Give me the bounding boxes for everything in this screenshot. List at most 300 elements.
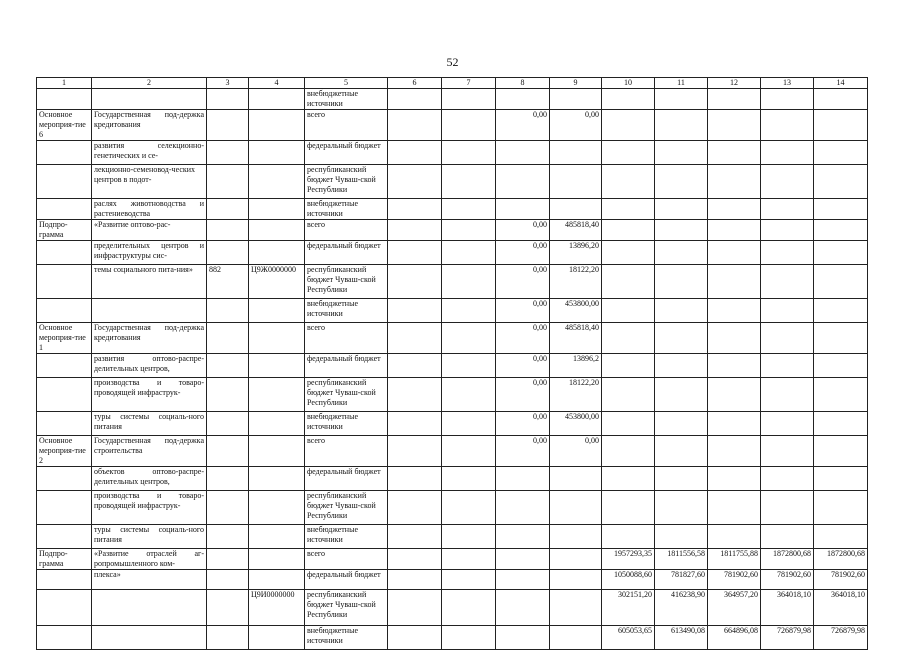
- table-cell: «Развитие отраслей аг-ропромышленного ком-: [92, 549, 207, 570]
- column-header: 6: [388, 78, 442, 89]
- table-cell: [814, 378, 868, 412]
- table-cell: [442, 199, 496, 220]
- table-cell: [761, 525, 814, 549]
- table-cell: 18122,20: [550, 378, 602, 412]
- column-header: 11: [655, 78, 708, 89]
- table-cell: [550, 165, 602, 199]
- table-cell: внебюджетные источники: [305, 525, 388, 549]
- table-cell: [708, 220, 761, 241]
- table-cell: [92, 626, 207, 650]
- table-cell: Основное мероприя-тие 2: [37, 436, 92, 467]
- table-cell: [550, 525, 602, 549]
- table-cell: [207, 299, 249, 323]
- table-cell: [655, 378, 708, 412]
- table-cell: 0,00: [496, 412, 550, 436]
- table-cell: [442, 626, 496, 650]
- table-cell: [388, 199, 442, 220]
- table-row: [37, 199, 868, 220]
- table-cell: 1811755,88: [708, 549, 761, 570]
- table-cell: федеральный бюджет: [305, 354, 388, 378]
- table-cell: [761, 89, 814, 110]
- column-header: 7: [442, 78, 496, 89]
- table-cell: всего: [305, 549, 388, 570]
- table-cell: «Развитие оптово-рас-: [92, 220, 207, 241]
- table-cell: [550, 141, 602, 165]
- table-cell: [249, 241, 305, 265]
- table-cell: 364957,20: [708, 590, 761, 626]
- table-cell: [602, 199, 655, 220]
- table-cell: [550, 549, 602, 570]
- table-cell: развития селекционно-генетических и се-: [92, 141, 207, 165]
- table-cell: федеральный бюджет: [305, 241, 388, 265]
- table-cell: 605053,65: [602, 626, 655, 650]
- table-cell: [442, 570, 496, 590]
- table-cell: [388, 141, 442, 165]
- table-cell: [442, 378, 496, 412]
- table-cell: [388, 110, 442, 141]
- table-cell: [249, 199, 305, 220]
- table-cell: [814, 436, 868, 467]
- table-cell: Государственная под-держка кредитования: [92, 110, 207, 141]
- table-cell: [37, 199, 92, 220]
- table-cell: темы социального пита-ния»: [92, 265, 207, 299]
- table-cell: [207, 165, 249, 199]
- table-cell: [249, 570, 305, 590]
- table-cell: [496, 549, 550, 570]
- table-cell: [442, 110, 496, 141]
- table-cell: [388, 626, 442, 650]
- table-cell: [708, 491, 761, 525]
- table-cell: [602, 354, 655, 378]
- table-cell: 726879,98: [761, 626, 814, 650]
- table-cell: [814, 467, 868, 491]
- table-cell: 781902,60: [708, 570, 761, 590]
- table-cell: [388, 549, 442, 570]
- table-cell: [207, 220, 249, 241]
- column-header: 14: [814, 78, 868, 89]
- table-cell: [496, 626, 550, 650]
- table-cell: [761, 354, 814, 378]
- table-cell: 781902,60: [814, 570, 868, 590]
- table-cell: [655, 241, 708, 265]
- table-cell: [814, 299, 868, 323]
- table-cell: [37, 525, 92, 549]
- table-cell: [388, 491, 442, 525]
- table-cell: [814, 491, 868, 525]
- table-cell: [655, 220, 708, 241]
- table-cell: [37, 265, 92, 299]
- table-cell: [249, 467, 305, 491]
- table-cell: [92, 299, 207, 323]
- table-row: [37, 467, 868, 491]
- table-cell: 13896,2: [550, 354, 602, 378]
- table-cell: 726879,98: [814, 626, 868, 650]
- table-cell: [602, 525, 655, 549]
- column-header: 8: [496, 78, 550, 89]
- table-cell: [249, 378, 305, 412]
- table-cell: 0,00: [496, 220, 550, 241]
- table-cell: [207, 199, 249, 220]
- table-cell: 0,00: [496, 378, 550, 412]
- table-cell: производства и товаро-проводящей инфраструк-: [92, 378, 207, 412]
- table-cell: 1872800,68: [761, 549, 814, 570]
- table-row: [37, 570, 868, 590]
- table-cell: пределительных центров и инфраструктуры сис-: [92, 241, 207, 265]
- table-cell: [442, 299, 496, 323]
- table-cell: [249, 141, 305, 165]
- table-cell: [602, 265, 655, 299]
- table-cell: [442, 549, 496, 570]
- table-cell: [602, 436, 655, 467]
- table-cell: [207, 570, 249, 590]
- table-cell: [207, 590, 249, 626]
- table-cell: [550, 89, 602, 110]
- table-cell: [249, 165, 305, 199]
- table-cell: 416238,90: [655, 590, 708, 626]
- table-cell: [92, 89, 207, 110]
- table-cell: [761, 220, 814, 241]
- table-cell: [249, 626, 305, 650]
- table-cell: [496, 141, 550, 165]
- table-cell: [442, 220, 496, 241]
- table-cell: [814, 354, 868, 378]
- table-cell: [814, 141, 868, 165]
- table-cell: [761, 491, 814, 525]
- table-cell: [496, 590, 550, 626]
- table-cell: [814, 199, 868, 220]
- table-cell: [249, 412, 305, 436]
- table-cell: внебюджетные источники: [305, 199, 388, 220]
- table-cell: 0,00: [496, 436, 550, 467]
- table-cell: 0,00: [496, 110, 550, 141]
- table-cell: республиканский бюджет Чуваш-ской Республики: [305, 491, 388, 525]
- table-cell: [602, 220, 655, 241]
- table-cell: [207, 323, 249, 354]
- table-cell: [761, 378, 814, 412]
- table-cell: [496, 570, 550, 590]
- table-cell: [388, 590, 442, 626]
- table-cell: республиканский бюджет Чуваш-ской Республики: [305, 378, 388, 412]
- table-cell: [37, 626, 92, 650]
- column-header: 9: [550, 78, 602, 89]
- table-cell: [442, 467, 496, 491]
- table-cell: 664896,08: [708, 626, 761, 650]
- table-cell: раслях животноводства и растениеводства: [92, 199, 207, 220]
- table-cell: [388, 241, 442, 265]
- table-cell: [388, 89, 442, 110]
- table-cell: 453800,00: [550, 412, 602, 436]
- table-cell: [249, 323, 305, 354]
- table-cell: [708, 412, 761, 436]
- table-cell: федеральный бюджет: [305, 141, 388, 165]
- table-cell: [761, 199, 814, 220]
- table-cell: [550, 570, 602, 590]
- table-cell: республиканский бюджет Чуваш-ской Республики: [305, 590, 388, 626]
- table-cell: [761, 299, 814, 323]
- table-cell: [37, 241, 92, 265]
- table-cell: 0,00: [496, 299, 550, 323]
- column-header: 5: [305, 78, 388, 89]
- table-row: [37, 241, 868, 265]
- table-cell: [37, 491, 92, 525]
- table-row: [37, 110, 868, 141]
- table-cell: [708, 265, 761, 299]
- table-cell: [388, 378, 442, 412]
- table-cell: [814, 525, 868, 549]
- table-cell: [655, 412, 708, 436]
- table-cell: [207, 378, 249, 412]
- column-header: 10: [602, 78, 655, 89]
- table-cell: [442, 265, 496, 299]
- table-cell: [442, 491, 496, 525]
- table-cell: [602, 241, 655, 265]
- table-cell: 485818,40: [550, 220, 602, 241]
- table-cell: [761, 265, 814, 299]
- table-cell: внебюджетные источники: [305, 412, 388, 436]
- table-cell: [550, 199, 602, 220]
- table-cell: [442, 436, 496, 467]
- table-cell: [388, 265, 442, 299]
- table-cell: [655, 491, 708, 525]
- table-cell: [761, 412, 814, 436]
- table-cell: 453800,00: [550, 299, 602, 323]
- table-cell: [442, 323, 496, 354]
- table-cell: [761, 467, 814, 491]
- column-header: 2: [92, 78, 207, 89]
- table-cell: [602, 165, 655, 199]
- table-row: [37, 590, 868, 626]
- table-cell: [602, 299, 655, 323]
- table-cell: внебюджетные источники: [305, 299, 388, 323]
- table-cell: [207, 89, 249, 110]
- table-cell: [814, 220, 868, 241]
- table-cell: [37, 412, 92, 436]
- table-row: [37, 220, 868, 241]
- table-cell: [602, 491, 655, 525]
- table-cell: [655, 525, 708, 549]
- table-cell: 302151,20: [602, 590, 655, 626]
- table-cell: [550, 626, 602, 650]
- table-cell: [207, 412, 249, 436]
- table-cell: Основное мероприя-тие 6: [37, 110, 92, 141]
- table-cell: Подпро-грамма: [37, 549, 92, 570]
- table-cell: [655, 265, 708, 299]
- table-cell: 0,00: [550, 436, 602, 467]
- table-cell: Ц9Ж0000000: [249, 265, 305, 299]
- table-cell: внебюджетные источники: [305, 626, 388, 650]
- table-cell: [496, 467, 550, 491]
- table-cell: туры системы социаль-ного питания: [92, 525, 207, 549]
- table-cell: [92, 590, 207, 626]
- table-cell: [708, 323, 761, 354]
- table-row: [37, 436, 868, 467]
- table-cell: [496, 89, 550, 110]
- table-cell: Государственная под-держка строительства: [92, 436, 207, 467]
- header-row: [37, 78, 868, 89]
- table-cell: республиканский бюджет Чуваш-ской Республики: [305, 165, 388, 199]
- table-cell: туры системы социаль-ного питания: [92, 412, 207, 436]
- table-cell: 1872800,68: [814, 549, 868, 570]
- table-cell: [708, 467, 761, 491]
- table-cell: [708, 241, 761, 265]
- table-cell: [814, 323, 868, 354]
- table-cell: [442, 354, 496, 378]
- table-cell: федеральный бюджет: [305, 467, 388, 491]
- table-row: [37, 165, 868, 199]
- table-cell: [388, 323, 442, 354]
- table-cell: [761, 323, 814, 354]
- table-cell: [708, 378, 761, 412]
- table-cell: [388, 165, 442, 199]
- table-cell: [388, 570, 442, 590]
- page-number: 52: [446, 55, 459, 69]
- table-cell: [207, 491, 249, 525]
- table-row: [37, 141, 868, 165]
- table-cell: 0,00: [496, 241, 550, 265]
- table-cell: [708, 436, 761, 467]
- table-cell: [655, 110, 708, 141]
- table-cell: [207, 467, 249, 491]
- table-cell: внебюджетные источники: [305, 89, 388, 110]
- table-cell: [249, 220, 305, 241]
- table-cell: [37, 590, 92, 626]
- table-cell: [761, 241, 814, 265]
- table-cell: [442, 89, 496, 110]
- table-cell: [249, 89, 305, 110]
- table-row: [37, 525, 868, 549]
- table-cell: 781902,60: [761, 570, 814, 590]
- table-cell: [249, 549, 305, 570]
- table-cell: [388, 354, 442, 378]
- table-cell: [550, 491, 602, 525]
- table-cell: всего: [305, 220, 388, 241]
- table-cell: [249, 525, 305, 549]
- table-cell: [207, 525, 249, 549]
- table-cell: [708, 299, 761, 323]
- table-cell: 1957293,35: [602, 549, 655, 570]
- table-cell: всего: [305, 323, 388, 354]
- table-cell: [602, 467, 655, 491]
- table-cell: Ц9И0000000: [249, 590, 305, 626]
- table-cell: [442, 141, 496, 165]
- table-cell: [814, 89, 868, 110]
- table-row: [37, 491, 868, 525]
- table-cell: федеральный бюджет: [305, 570, 388, 590]
- column-header: 3: [207, 78, 249, 89]
- table-cell: [37, 141, 92, 165]
- table-cell: [550, 590, 602, 626]
- table-cell: [814, 412, 868, 436]
- table-cell: [655, 89, 708, 110]
- table-cell: 364018,10: [814, 590, 868, 626]
- table-cell: [761, 141, 814, 165]
- table-cell: [442, 241, 496, 265]
- table-row: [37, 626, 868, 650]
- table-cell: 0,00: [496, 265, 550, 299]
- table-cell: [550, 467, 602, 491]
- table-cell: [388, 436, 442, 467]
- table-cell: 781827,60: [655, 570, 708, 590]
- table-row: [37, 299, 868, 323]
- table-cell: [442, 165, 496, 199]
- table-cell: [207, 141, 249, 165]
- table-cell: [37, 378, 92, 412]
- table-cell: [655, 299, 708, 323]
- table-cell: [602, 323, 655, 354]
- table-cell: 0,00: [496, 323, 550, 354]
- table-cell: [207, 626, 249, 650]
- table-cell: 18122,20: [550, 265, 602, 299]
- table-cell: [37, 89, 92, 110]
- table-cell: [37, 570, 92, 590]
- table-cell: [442, 590, 496, 626]
- table-row: [37, 323, 868, 354]
- table-cell: Государственная под-держка кредитования: [92, 323, 207, 354]
- table-row: [37, 354, 868, 378]
- budget-table: [36, 77, 868, 650]
- column-header: 4: [249, 78, 305, 89]
- table-cell: производства и товаро-проводящей инфраструк-: [92, 491, 207, 525]
- table-cell: всего: [305, 110, 388, 141]
- table-cell: [602, 89, 655, 110]
- table-cell: [207, 354, 249, 378]
- table-cell: плекса»: [92, 570, 207, 590]
- table-cell: [37, 299, 92, 323]
- table-cell: [496, 525, 550, 549]
- table-cell: 1050088,60: [602, 570, 655, 590]
- table-cell: Основное мероприя-тие 1: [37, 323, 92, 354]
- table-cell: [388, 220, 442, 241]
- table-cell: [655, 141, 708, 165]
- table-cell: 613490,08: [655, 626, 708, 650]
- table-cell: [655, 323, 708, 354]
- table-cell: [249, 354, 305, 378]
- table-cell: [207, 436, 249, 467]
- table-cell: [761, 110, 814, 141]
- column-header: 12: [708, 78, 761, 89]
- table-cell: [249, 110, 305, 141]
- table-cell: 0,00: [550, 110, 602, 141]
- table-cell: [708, 199, 761, 220]
- table-cell: [37, 467, 92, 491]
- table-cell: [496, 199, 550, 220]
- table-cell: 13896,20: [550, 241, 602, 265]
- table-cell: 485818,40: [550, 323, 602, 354]
- table-cell: всего: [305, 436, 388, 467]
- table-cell: [814, 110, 868, 141]
- table-cell: лекционно-семеновод-ческих центров в подот-: [92, 165, 207, 199]
- table-cell: [249, 491, 305, 525]
- table-row: [37, 378, 868, 412]
- table-cell: [708, 354, 761, 378]
- table-cell: [708, 89, 761, 110]
- table-cell: [655, 436, 708, 467]
- table-cell: республиканский бюджет Чуваш-ской Республики: [305, 265, 388, 299]
- table-cell: [388, 467, 442, 491]
- table-cell: [655, 199, 708, 220]
- table-cell: [388, 412, 442, 436]
- table-cell: [207, 549, 249, 570]
- table-cell: [814, 165, 868, 199]
- table-cell: [708, 525, 761, 549]
- table-cell: [761, 436, 814, 467]
- table-cell: [496, 491, 550, 525]
- table-cell: [37, 354, 92, 378]
- table-cell: развития оптово-распре-делительных центров,: [92, 354, 207, 378]
- table-cell: [708, 110, 761, 141]
- table-cell: [207, 110, 249, 141]
- table-cell: 1811556,58: [655, 549, 708, 570]
